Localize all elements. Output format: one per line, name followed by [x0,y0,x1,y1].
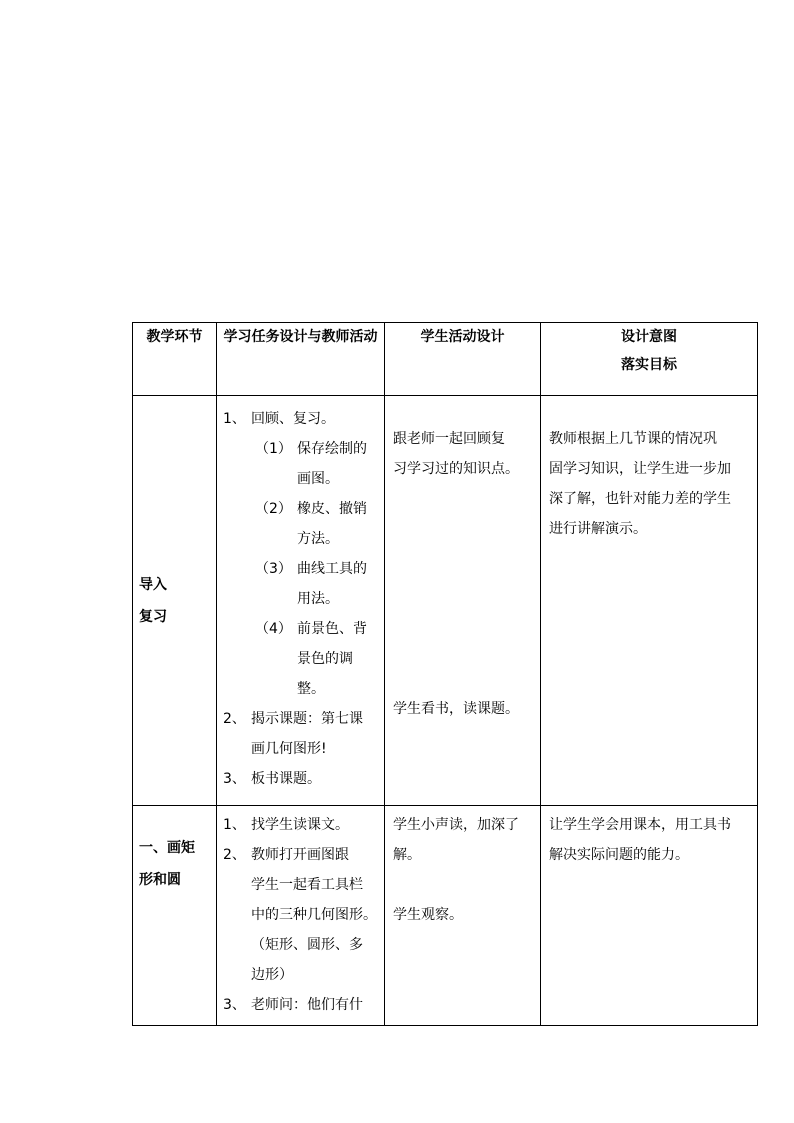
teacher-activity-shapes: 1、 找学生读课文。 2、 教师打开画图跟 学生一起看工具栏 中的三种几何图形。 （矩形、圆形、多 边形） 3、 老师问：他们有什 [217,806,385,1026]
lesson-plan-table [132,322,758,1026]
table-row-draw-shapes [133,806,758,1026]
stage-intro-review: 导入 复习 [133,396,217,806]
header-student-activity: 学生活动设计 [385,323,541,396]
header-teacher-activity: 学习任务设计与教师活动 [217,323,385,396]
design-intent-shapes: 让学生学会用课本，用工具书 解决实际问题的能力。 [541,806,758,1026]
header-row [133,323,758,396]
student-activity-intro: 跟老师一起回顾复 习学习过的知识点。 学生看书，读课题。 [385,396,541,806]
header-stage: 教学环节 [133,323,217,396]
teacher-activity-intro: 1、 回顾、复习。 （1） 保存绘制的 画图。 （2） 橡皮、撤销 方法。 （3） 曲线工具的 用法。 （4） 前景色、背 景色的调整。 2、 揭示课题：第七课 画几何图形! 3、 板书课题。 [217,396,385,806]
stage-draw-rect-circle: 一、画矩 形和圆 [133,806,217,1026]
header-design-intent: 设计意图 落实目标 [541,323,758,396]
table-row-intro [133,396,758,806]
student-activity-shapes: 学生小声读，加深了 解。 学生观察。 [385,806,541,1026]
design-intent-intro: 教师根据上几节课的情况巩 固学习知识，让学生进一步加 深了解，也针对能力差的学生 进行讲解演示。 [541,396,758,806]
